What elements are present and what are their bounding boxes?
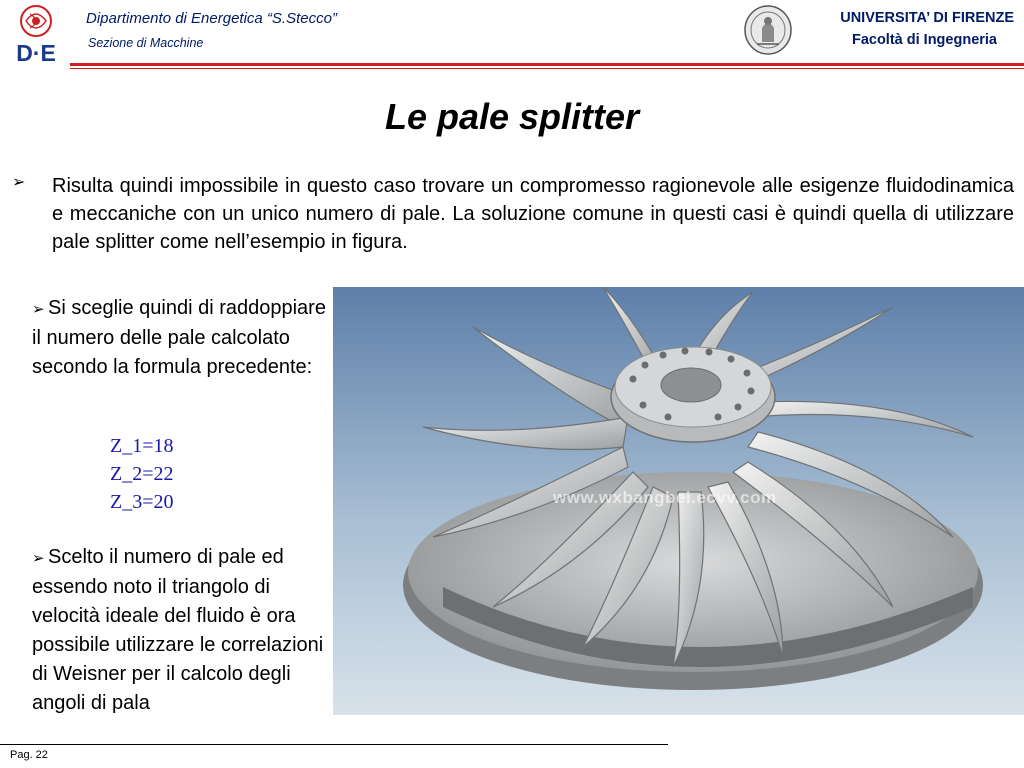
blade-count-z1: Z_1=18 bbox=[110, 435, 174, 457]
side-bullet-1-text: Si sceglie quindi di raddoppiare il numero delle pale calcolato secondo la formula precedente: bbox=[32, 297, 326, 378]
side-bullet-2 bbox=[32, 543, 327, 718]
blade-count-z2: Z_2=22 bbox=[110, 463, 174, 485]
faculty-name: Facoltà di Ingegneria bbox=[851, 32, 997, 48]
footer-divider bbox=[0, 744, 668, 745]
page-number: Pag. 22 bbox=[10, 749, 48, 761]
header-divider bbox=[70, 63, 1024, 66]
university-name: UNIVERSITA’ DI FIRENZE bbox=[840, 10, 1014, 26]
arrow-bullet-icon: ➢ bbox=[32, 550, 45, 567]
department-logo bbox=[4, 2, 68, 64]
impeller-photo bbox=[333, 287, 1024, 715]
university-seal-icon bbox=[743, 4, 793, 56]
logo-text: D·E bbox=[16, 40, 56, 64]
department-name: Dipartimento di Energetica “S.Stecco” bbox=[86, 10, 337, 27]
slide-title: Le pale splitter bbox=[384, 96, 640, 137]
slide-header bbox=[0, 0, 1024, 70]
arrow-bullet-icon: ➢ bbox=[12, 174, 26, 191]
blade-count-z3: Z_3=20 bbox=[110, 491, 174, 513]
header-divider-thin bbox=[70, 68, 1024, 69]
blade-count-list bbox=[110, 432, 174, 516]
impeller-image bbox=[333, 287, 1024, 715]
department-section: Sezione di Macchine bbox=[88, 36, 204, 50]
arrow-bullet-icon: ➢ bbox=[32, 301, 45, 318]
main-bullet-text: Risulta quindi impossibile in questo caso trovare un compromesso ragionevole alle esigenze fluidodinamica e meccaniche con un unico numero di pale. La soluzione comune in questi casi è quindi quella di utilizzare pale splitter come nell’esempio in figura. bbox=[52, 175, 1014, 253]
side-bullet-1 bbox=[32, 294, 327, 382]
image-watermark: www.wxbangbei.ecvv.com bbox=[553, 488, 777, 507]
side-bullet-2-text: Scelto il numero di pale ed essendo noto il triangolo di velocità ideale del fluido è ora possibile utilizzare le correlazioni di Weisner per il calcolo degli angoli di pala bbox=[32, 546, 324, 714]
